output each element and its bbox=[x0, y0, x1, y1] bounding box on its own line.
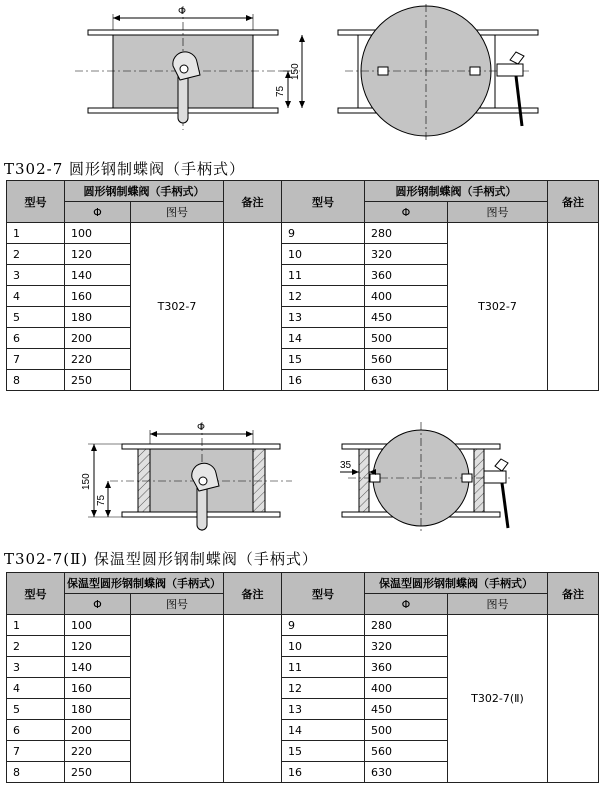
model-cell: 13 bbox=[282, 307, 365, 328]
header-note-right: 备注 bbox=[548, 181, 599, 223]
header-group-right: 保温型圆形钢制蝶阀（手柄式） bbox=[365, 573, 548, 594]
header-phi-right: Φ bbox=[365, 594, 448, 615]
header-group-right: 圆形钢制蝶阀（手柄式） bbox=[365, 181, 548, 202]
diameter-cell: 250 bbox=[65, 370, 131, 391]
diameter-cell: 320 bbox=[365, 244, 448, 265]
side-view-2 bbox=[88, 422, 292, 533]
note-cell bbox=[224, 615, 282, 783]
drawing-number-cell bbox=[131, 615, 224, 783]
diameter-cell: 140 bbox=[65, 657, 131, 678]
note-cell bbox=[548, 223, 599, 391]
dim-diameter-1: Φ bbox=[178, 6, 186, 17]
dim-35-2: 35 bbox=[340, 460, 352, 471]
model-cell: 5 bbox=[7, 307, 65, 328]
diameter-cell: 450 bbox=[365, 307, 448, 328]
header-drawing-right: 图号 bbox=[448, 594, 548, 615]
diameter-cell: 250 bbox=[65, 762, 131, 783]
diameter-cell: 320 bbox=[365, 636, 448, 657]
model-cell: 6 bbox=[7, 328, 65, 349]
model-cell: 2 bbox=[7, 244, 65, 265]
dim-150-2: 150 bbox=[81, 473, 92, 490]
model-cell: 15 bbox=[282, 349, 365, 370]
diameter-cell: 400 bbox=[365, 678, 448, 699]
model-cell: 9 bbox=[282, 223, 365, 244]
diameter-cell: 280 bbox=[365, 223, 448, 244]
diameter-cell: 220 bbox=[65, 349, 131, 370]
header-phi-right: Φ bbox=[365, 202, 448, 223]
spec-table-1 bbox=[6, 180, 599, 391]
header-group-left: 保温型圆形钢制蝶阀（手柄式） bbox=[65, 573, 224, 594]
model-cell: 11 bbox=[282, 265, 365, 286]
diameter-cell: 140 bbox=[65, 265, 131, 286]
model-cell: 11 bbox=[282, 657, 365, 678]
model-cell: 1 bbox=[7, 223, 65, 244]
drawing-number-cell: T302-7 bbox=[131, 223, 224, 391]
section-title-2: T302-7(Ⅱ) 保温型圆形钢制蝶阀（手柄式） bbox=[4, 550, 318, 568]
dim-150-1: 150 bbox=[290, 63, 301, 80]
header-drawing-left: 图号 bbox=[131, 202, 224, 223]
spec-table-2 bbox=[6, 572, 599, 783]
section-title-1: T302-7 圆形钢制蝶阀（手柄式） bbox=[4, 160, 246, 178]
front-view-2 bbox=[340, 422, 510, 533]
header-note-left: 备注 bbox=[224, 573, 282, 615]
header-phi-left: Φ bbox=[65, 202, 131, 223]
header-drawing-left: 图号 bbox=[131, 594, 224, 615]
model-cell: 7 bbox=[7, 349, 65, 370]
model-cell: 3 bbox=[7, 265, 65, 286]
note-cell bbox=[224, 223, 282, 391]
header-note-right: 备注 bbox=[548, 573, 599, 615]
model-cell: 12 bbox=[282, 286, 365, 307]
header-model-right: 型号 bbox=[282, 181, 365, 223]
diameter-cell: 560 bbox=[365, 349, 448, 370]
diameter-cell: 360 bbox=[365, 265, 448, 286]
diameter-cell: 180 bbox=[65, 699, 131, 720]
model-cell: 9 bbox=[282, 615, 365, 636]
model-cell: 6 bbox=[7, 720, 65, 741]
valve-drawing-2 bbox=[0, 408, 600, 543]
diameter-cell: 220 bbox=[65, 741, 131, 762]
header-model-left: 型号 bbox=[7, 181, 65, 223]
table-row bbox=[7, 615, 599, 636]
diameter-cell: 200 bbox=[65, 720, 131, 741]
table-row bbox=[7, 223, 599, 244]
diameter-cell: 400 bbox=[365, 286, 448, 307]
header-model-left: 型号 bbox=[7, 573, 65, 615]
model-cell: 16 bbox=[282, 762, 365, 783]
diameter-cell: 500 bbox=[365, 328, 448, 349]
valve-drawing-1 bbox=[0, 0, 600, 150]
diameter-cell: 280 bbox=[365, 615, 448, 636]
diameter-cell: 120 bbox=[65, 636, 131, 657]
diameter-cell: 160 bbox=[65, 678, 131, 699]
model-cell: 15 bbox=[282, 741, 365, 762]
diameter-cell: 100 bbox=[65, 223, 131, 244]
diameter-cell: 180 bbox=[65, 307, 131, 328]
header-phi-left: Φ bbox=[65, 594, 131, 615]
model-cell: 13 bbox=[282, 699, 365, 720]
header-note-left: 备注 bbox=[224, 181, 282, 223]
model-cell: 1 bbox=[7, 615, 65, 636]
drawing-number-cell: T302-7(Ⅱ) bbox=[448, 615, 548, 783]
model-cell: 4 bbox=[7, 286, 65, 307]
model-cell: 12 bbox=[282, 678, 365, 699]
model-cell: 3 bbox=[7, 657, 65, 678]
diameter-cell: 360 bbox=[365, 657, 448, 678]
model-cell: 5 bbox=[7, 699, 65, 720]
model-cell: 10 bbox=[282, 244, 365, 265]
header-group-left: 圆形钢制蝶阀（手柄式） bbox=[65, 181, 224, 202]
model-cell: 4 bbox=[7, 678, 65, 699]
side-view-1 bbox=[75, 6, 305, 130]
model-cell: 7 bbox=[7, 741, 65, 762]
model-cell: 14 bbox=[282, 720, 365, 741]
diameter-cell: 450 bbox=[365, 699, 448, 720]
drawing-number-cell: T302-7 bbox=[448, 223, 548, 391]
diameter-cell: 630 bbox=[365, 762, 448, 783]
diameter-cell: 120 bbox=[65, 244, 131, 265]
dim-diameter-2: Φ bbox=[197, 422, 205, 433]
model-cell: 8 bbox=[7, 370, 65, 391]
diameter-cell: 160 bbox=[65, 286, 131, 307]
model-cell: 16 bbox=[282, 370, 365, 391]
dim-75-2: 75 bbox=[96, 494, 107, 506]
header-drawing-right: 图号 bbox=[448, 202, 548, 223]
diameter-cell: 200 bbox=[65, 328, 131, 349]
model-cell: 10 bbox=[282, 636, 365, 657]
diameter-cell: 500 bbox=[365, 720, 448, 741]
header-model-right: 型号 bbox=[282, 573, 365, 615]
diameter-cell: 560 bbox=[365, 741, 448, 762]
diameter-cell: 100 bbox=[65, 615, 131, 636]
note-cell bbox=[548, 615, 599, 783]
model-cell: 8 bbox=[7, 762, 65, 783]
model-cell: 14 bbox=[282, 328, 365, 349]
model-cell: 2 bbox=[7, 636, 65, 657]
front-view-1 bbox=[338, 4, 538, 140]
diameter-cell: 630 bbox=[365, 370, 448, 391]
dim-75-1: 75 bbox=[275, 85, 286, 97]
